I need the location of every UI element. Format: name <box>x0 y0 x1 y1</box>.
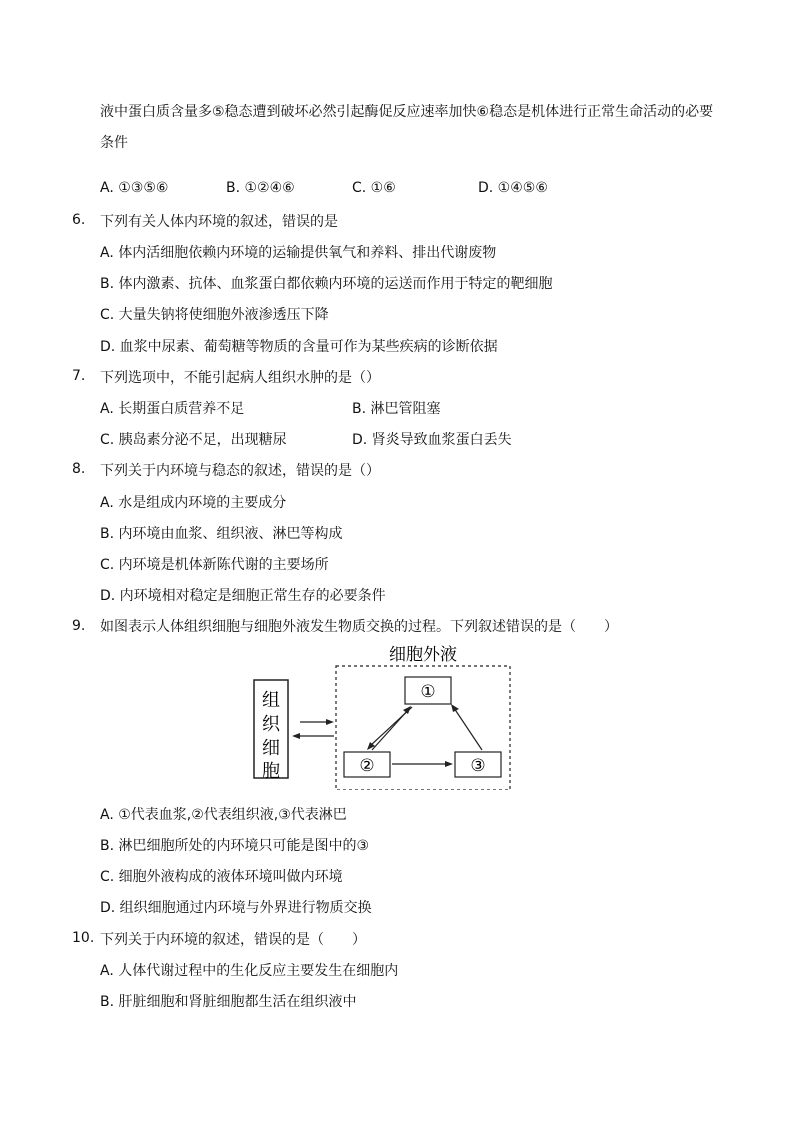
question-6-option-d: D. 血浆中尿素、葡萄糖等物质的含量可作为某些疾病的诊断依据 <box>100 339 498 355</box>
question-8-stem: 下列关于内环境与稳态的叙述，错误的是（） <box>100 463 380 479</box>
tissue-cell-char-4: 胞 <box>262 761 280 782</box>
question-6-stem: 下列有关人体内环境的叙述，错误的是 <box>100 214 338 230</box>
question-10-option-b: B. 肝脏细胞和肾脏细胞都生活在组织液中 <box>100 994 357 1010</box>
question-7-option-a: A. 长期蛋白质营养不足 <box>100 401 245 417</box>
question-9-stem: 如图表示人体组织细胞与细胞外液发生物质交换的过程。下列叙述错误的是（ ） <box>100 619 618 635</box>
arrow-fluid-to-cell-head <box>292 733 300 739</box>
arrow-2-to-3-head <box>445 761 453 767</box>
prev-option-b: B. ①②④⑥ <box>226 180 295 196</box>
question-7-option-c: C. 胰岛素分泌不足，出现糖尿 <box>100 432 287 448</box>
question-9-option-c: C. 细胞外液构成的液体环境叫做内环境 <box>100 869 343 885</box>
question-8-option-a: A. 水是组成内环境的主要成分 <box>100 495 287 511</box>
question-6-option-a: A. 体内活细胞依赖内环境的运输提供氧气和养料、排出代谢废物 <box>100 245 497 261</box>
question-8-option-d: D. 内环境相对稳定是细胞正常生存的必要条件 <box>100 588 386 604</box>
intro-line-2: 条件 <box>100 135 128 151</box>
question-9-option-a: A. ①代表血浆,②代表组织液,③代表淋巴 <box>100 807 347 823</box>
tissue-cell-char-3: 细 <box>262 738 280 759</box>
arrow-cell-to-fluid-head <box>326 719 334 725</box>
question-7-option-d: D. 肾炎导致血浆蛋白丢失 <box>352 432 512 448</box>
arrow-3-to-1 <box>454 708 482 750</box>
question-9-option-d: D. 组织细胞通过内环境与外界进行物质交换 <box>100 900 372 916</box>
question-8-option-c: C. 内环境是机体新陈代谢的主要场所 <box>100 557 329 573</box>
node-1-label: ① <box>420 682 436 702</box>
node-3-label: ③ <box>470 756 486 776</box>
question-7-option-b: B. 淋巴管阻塞 <box>352 401 441 417</box>
question-9-option-b: B. 淋巴细胞所处的内环境只可能是图中的③ <box>100 838 370 854</box>
arrow-3-to-1-head <box>451 704 459 712</box>
prev-option-c: C. ①⑥ <box>352 180 396 196</box>
exchange-diagram <box>240 640 520 790</box>
question-10-option-a: A. 人体代谢过程中的生化反应主要发生在细胞内 <box>100 963 399 979</box>
prev-option-a: A. ①③⑤⑥ <box>100 180 169 196</box>
prev-option-d: D. ①④⑤⑥ <box>478 180 548 196</box>
question-6-number: 6. <box>72 212 86 228</box>
tissue-cell-char-2: 织 <box>262 714 280 735</box>
arrow-2-to-1-head <box>403 706 411 714</box>
diagram-title: 细胞外液 <box>389 645 457 665</box>
question-9-number: 9. <box>72 618 86 634</box>
question-10-number: 10. <box>72 930 95 946</box>
question-8-option-b: B. 内环境由血浆、组织液、淋巴等构成 <box>100 526 343 542</box>
question-6-option-c: C. 大量失钠将使细胞外液渗透压下降 <box>100 307 329 323</box>
question-7-stem: 下列选项中，不能引起病人组织水肿的是（） <box>100 370 380 386</box>
question-6-option-b: B. 体内激素、抗体、血浆蛋白都依赖内环境的运送而作用于特定的靶细胞 <box>100 276 553 292</box>
node-2-label: ② <box>359 756 375 776</box>
tissue-cell-char-1: 组 <box>262 690 280 711</box>
question-7-number: 7. <box>72 368 86 384</box>
intro-line-1: 液中蛋白质含量多⑤稳态遭到破坏必然引起酶促反应速率加快⑥稳态是机体进行正常生命活动的必要 <box>100 104 714 120</box>
arrow-1-to-2 <box>370 707 412 746</box>
question-8-number: 8. <box>72 461 86 477</box>
question-10-stem: 下列关于内环境的叙述，错误的是（ ） <box>100 932 366 948</box>
